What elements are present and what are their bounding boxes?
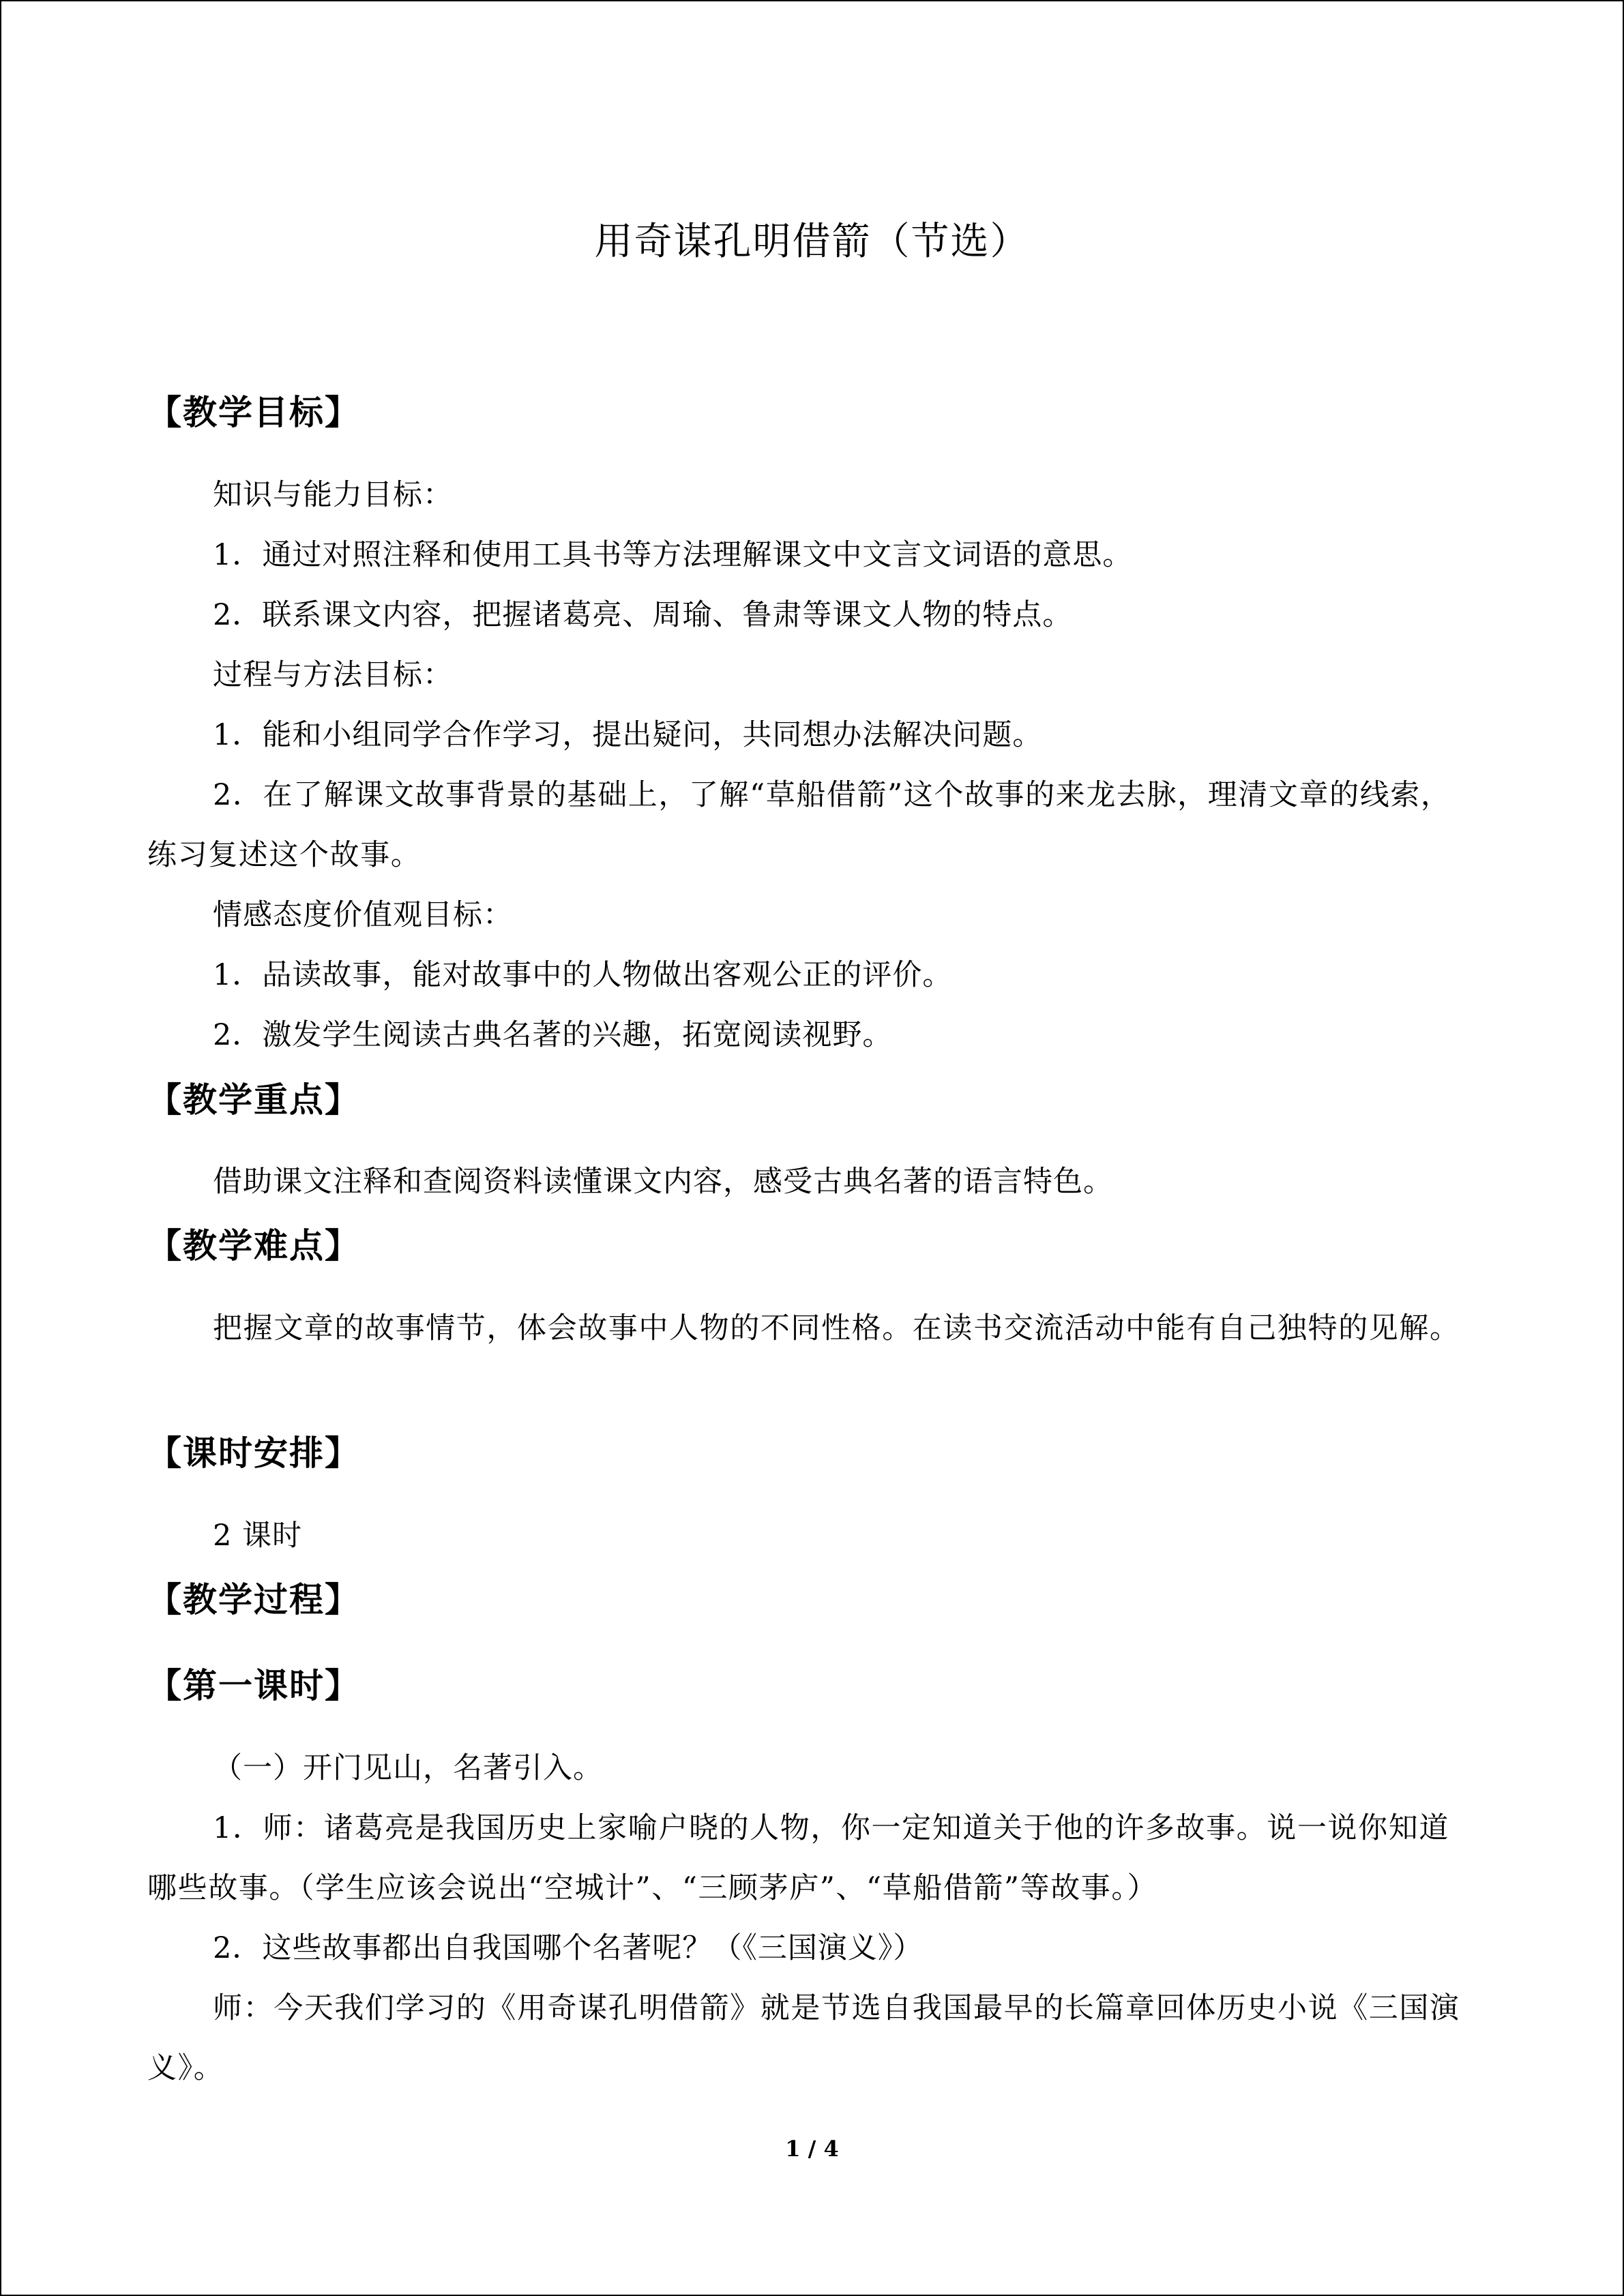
heading-teaching-process: 【教学过程】: [147, 1580, 360, 1620]
heading-key-points: 【教学重点】: [147, 1080, 360, 1120]
emotion-item-1: 1．品读故事，能对故事中的人物做出客观公正的评价。: [213, 958, 953, 992]
step-one-item-3: 师：今天我们学习的《用奇谋孔明借箭》就是节选自我国最早的长篇章回体历史小说《三国演义》。: [147, 1991, 1460, 2085]
key-points-text: 借助课文注释和查阅资料读懂课文内容，感受古典名著的语言特色。: [213, 1165, 1113, 1199]
knowledge-label: 知识与能力目标：: [213, 478, 453, 512]
process-item-1: 1．能和小组同学合作学习，提出疑问，共同想办法解决问题。: [213, 718, 1043, 752]
heading-schedule: 【课时安排】: [147, 1433, 360, 1473]
difficulties-text: 把握文章的故事情节，体会故事中人物的不同性格。在读书交流活动中能有自己独特的见解。: [213, 1311, 1460, 1345]
emotion-item-2: 2．激发学生阅读古典名著的兴趣，拓宽阅读视野。: [213, 1018, 893, 1052]
step-one-item-2: 2．这些故事都出自我国哪个名著呢？（《三国演义》）: [213, 1931, 924, 1965]
process-label: 过程与方法目标：: [213, 658, 453, 692]
schedule-text: 2 课时: [213, 1519, 303, 1553]
emotion-label: 情感态度价值观目标：: [213, 898, 513, 932]
page-number: 1 / 4: [785, 2136, 839, 2162]
process-item-2: 2．在了解课文故事背景的基础上，了解“草船借箭”这个故事的来龙去脉，理清文章的线索，练习复述这个故事。: [147, 778, 1451, 872]
step-one-item-1: 1．师：诸葛亮是我国历史上家喻户晓的人物，你一定知道关于他的许多故事。说一说你知道哪些故事。（学生应该会说出“空城计”、“三顾茅庐”、“草船借箭”等故事。）: [147, 1811, 1449, 1905]
heading-difficulties: 【教学难点】: [147, 1226, 360, 1266]
step-one-title: （一）开门见山，名著引入。: [213, 1751, 603, 1785]
heading-objectives: 【教学目标】: [147, 393, 360, 432]
knowledge-item-2: 2．联系课文内容，把握诸葛亮、周瑜、鲁肃等课文人物的特点。: [213, 598, 1073, 632]
heading-lesson-one: 【第一课时】: [147, 1666, 360, 1705]
knowledge-item-1: 1．通过对照注释和使用工具书等方法理解课文中文言文词语的意思。: [213, 538, 1133, 572]
document-title: 用奇谋孔明借箭（节选）: [594, 220, 1030, 264]
